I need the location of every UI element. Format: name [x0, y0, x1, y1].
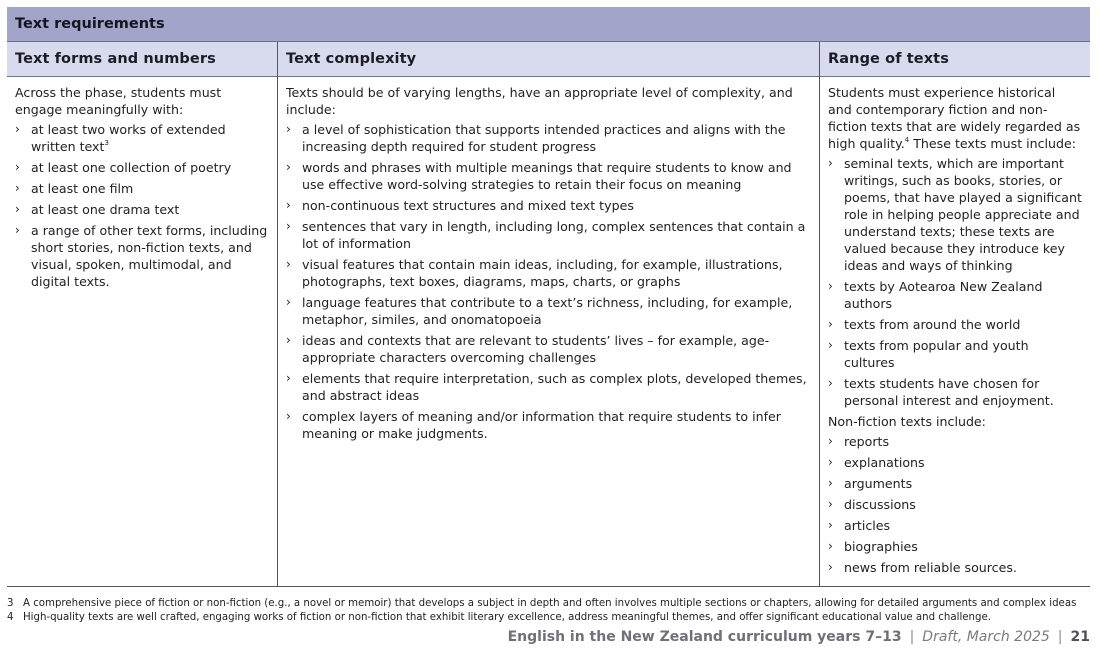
list-item — [828, 517, 1082, 534]
chevron-right-icon: › — [286, 295, 291, 309]
chevron-right-icon: › — [286, 198, 291, 212]
list-item-text: at least one collection of poetry — [31, 160, 232, 175]
list-item-text: sentences that vary in length, including long, complex sentences that contain a lot of information — [302, 219, 806, 251]
footnote-text: High-quality texts are well crafted, engaging works of fiction or non-fiction that exhibit literary excellence, address meaningful themes, and offer significant educational value and challenge. — [23, 612, 991, 623]
footnote-ref[interactable]: 3 — [104, 139, 109, 147]
list-item — [286, 408, 811, 442]
footer-separator: | — [909, 629, 915, 645]
chevron-right-icon: › — [828, 156, 833, 170]
list-item-text: visual features that contain main ideas, including, for example, illustrations, photographs, text boxes, diagrams, maps, charts, or graphs — [302, 257, 783, 289]
list-item-text: texts from around the world — [844, 317, 1021, 332]
list-item — [828, 337, 1082, 371]
list-item — [286, 121, 811, 155]
column-heading: Text forms and numbers — [7, 42, 277, 77]
list-item-text: a range of other text forms, including short stories, non-fiction texts, and visual, spoken, multimodal, and digital texts. — [31, 223, 268, 289]
list-item — [828, 475, 1082, 492]
footnote-text: A comprehensive piece of fiction or non-fiction (e.g., a novel or memoir) that develops a subject in depth and often involves multiple sections or chapters, allowing for detailed arguments and complex ideas — [23, 598, 1077, 609]
list-item — [828, 433, 1082, 450]
list-item-text: non-continuous text structures and mixed text types — [302, 198, 634, 213]
non-fiction-subheading: Non-fiction texts include: — [828, 414, 986, 429]
list-item — [15, 121, 269, 155]
column-intro — [828, 84, 1082, 152]
chevron-right-icon: › — [286, 160, 291, 174]
bullet-list — [828, 155, 1082, 409]
list-item — [286, 197, 811, 214]
column-heading: Text complexity — [278, 42, 819, 77]
chevron-right-icon: › — [828, 279, 833, 293]
chevron-right-icon: › — [828, 539, 833, 553]
list-item-text: articles — [844, 518, 891, 533]
document-title: English in the New Zealand curriculum years 7–13 — [507, 629, 902, 645]
list-item-text: a level of sophistication that supports intended practices and aligns with the increasing depth required for student progress — [302, 122, 786, 154]
column-intro: Texts should be of varying lengths, have an appropriate level of complexity, and include: — [286, 85, 793, 117]
list-item — [286, 159, 811, 193]
list-item — [828, 155, 1082, 274]
list-item — [828, 496, 1082, 513]
list-item — [15, 180, 269, 197]
chevron-right-icon: › — [286, 219, 291, 233]
list-item-text: arguments — [844, 476, 913, 491]
footnote-ref[interactable]: 4 — [904, 136, 910, 144]
column-body — [7, 77, 277, 580]
intro-text: Students must experience historical and contemporary fiction and non-fiction texts that are widely regarded as high quality. — [828, 85, 1081, 151]
chevron-right-icon: › — [828, 338, 833, 352]
column-text-complexity — [277, 42, 819, 586]
page-footer — [508, 629, 1090, 645]
list-item — [286, 332, 811, 366]
list-item — [15, 201, 269, 218]
page-number: 21 — [1070, 629, 1090, 645]
list-item-text: language features that contribute to a text’s richness, including, for example, metaphor, similes, and onomatopoeia — [302, 295, 793, 327]
chevron-right-icon: › — [828, 317, 833, 331]
footer-separator: | — [1057, 629, 1063, 645]
bullet-list — [286, 121, 811, 442]
chevron-right-icon: › — [828, 476, 833, 490]
chevron-right-icon: › — [286, 257, 291, 271]
chevron-right-icon: › — [286, 122, 291, 136]
footnotes — [7, 597, 1076, 625]
chevron-right-icon: › — [15, 223, 20, 237]
list-item — [828, 375, 1082, 409]
chevron-right-icon: › — [828, 518, 833, 532]
list-item — [286, 294, 811, 328]
chevron-right-icon: › — [828, 497, 833, 511]
column-text-forms — [7, 42, 277, 586]
list-item-text: explanations — [844, 455, 925, 470]
chevron-right-icon: › — [286, 409, 291, 423]
chevron-right-icon: › — [828, 434, 833, 448]
list-item-text: at least one film — [31, 181, 134, 196]
footnote-3 — [7, 597, 1076, 611]
list-item — [286, 370, 811, 404]
list-item-text: biographies — [844, 539, 918, 554]
chevron-right-icon: › — [828, 455, 833, 469]
chevron-right-icon: › — [15, 160, 20, 174]
intro-text-continued: These texts must include: — [909, 136, 1076, 151]
list-item-text: at least one drama text — [31, 202, 180, 217]
list-item-text: words and phrases with multiple meanings that require students to know and use effective word-solving strategies to retain their focus on meaning — [302, 160, 792, 192]
list-item — [828, 538, 1082, 555]
text-requirements-table — [7, 7, 1090, 587]
table-title: Text requirements — [7, 7, 1090, 42]
list-item — [828, 559, 1082, 576]
list-item — [828, 278, 1082, 312]
footnote-number: 4 — [7, 612, 14, 623]
list-item-text: at least two works of extended written text — [31, 122, 226, 154]
column-heading: Range of texts — [820, 42, 1090, 77]
column-intro: Across the phase, students must engage meaningfully with: — [15, 85, 222, 117]
bullet-list — [15, 121, 269, 290]
non-fiction-list — [828, 433, 1082, 576]
table-columns — [7, 42, 1090, 586]
chevron-right-icon: › — [15, 202, 20, 216]
chevron-right-icon: › — [828, 376, 833, 390]
footnote-number: 3 — [7, 598, 14, 609]
column-body — [820, 77, 1090, 586]
list-item-text: texts by Aotearoa New Zealand authors — [844, 279, 1043, 311]
list-item-text: discussions — [844, 497, 916, 512]
chevron-right-icon: › — [15, 181, 20, 195]
list-item — [828, 316, 1082, 333]
list-item — [286, 218, 811, 252]
draft-label: Draft, March 2025 — [922, 629, 1050, 645]
chevron-right-icon: › — [828, 560, 833, 574]
list-item-text: seminal texts, which are important writings, such as books, stories, or poems, that have played a significant role in helping people appreciate and understand texts; these texts are valued because they introduce key ideas and ways of thinking — [844, 156, 1082, 273]
chevron-right-icon: › — [15, 122, 20, 136]
list-item-text: news from reliable sources. — [844, 560, 1017, 575]
list-item-text: texts students have chosen for personal interest and enjoyment. — [844, 376, 1054, 408]
list-item-text: complex layers of meaning and/or information that require students to infer meaning or make judgments. — [302, 409, 781, 441]
list-item — [15, 159, 269, 176]
list-item-text: texts from popular and youth cultures — [844, 338, 1029, 370]
list-item — [286, 256, 811, 290]
list-item-text: reports — [844, 434, 890, 449]
chevron-right-icon: › — [286, 371, 291, 385]
column-body — [278, 77, 819, 452]
list-item-text: ideas and contexts that are relevant to students’ lives – for example, age-appropriate characters overcoming challenges — [302, 333, 770, 365]
chevron-right-icon: › — [286, 333, 291, 347]
list-item — [828, 454, 1082, 471]
list-item — [15, 222, 269, 290]
column-range-of-texts — [819, 42, 1090, 586]
footnote-4 — [7, 611, 1076, 625]
list-item-text: elements that require interpretation, such as complex plots, developed themes, and abstract ideas — [302, 371, 807, 403]
